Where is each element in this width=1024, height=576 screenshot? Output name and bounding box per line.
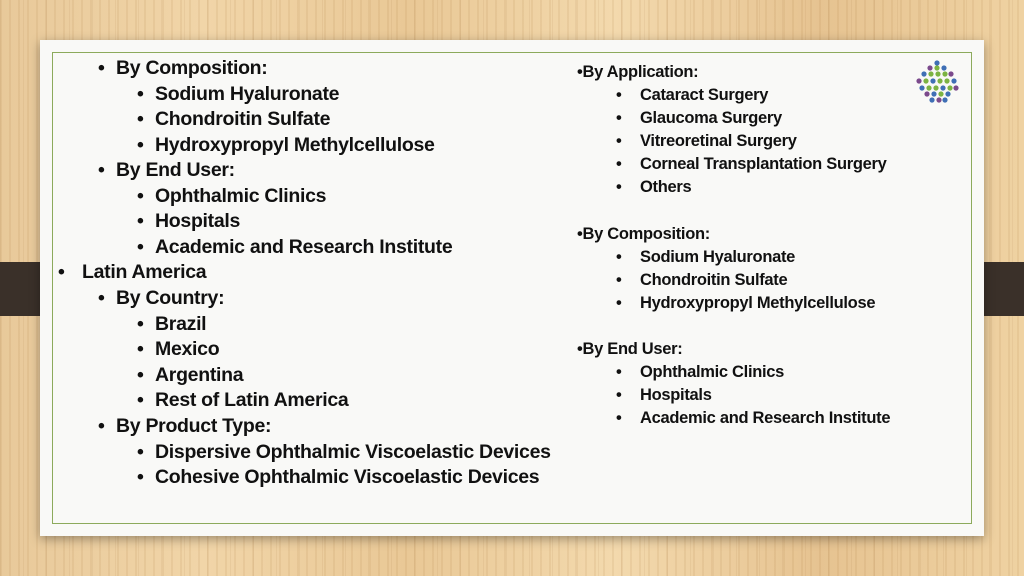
- logo-dots: [916, 60, 958, 102]
- list-item: • Hospitals: [616, 386, 712, 404]
- slide-card: [40, 40, 984, 536]
- left-by-composition-heading: • By Composition:: [98, 57, 268, 79]
- list-item: • Hospitals: [137, 210, 241, 232]
- list-item: • Academic and Research Institute: [137, 236, 453, 258]
- list-item: • Sodium Hyaluronate: [616, 248, 796, 266]
- list-item: • Mexico: [137, 338, 220, 360]
- list-item: • Argentina: [137, 364, 244, 386]
- list-item: • Ophthalmic Clinics: [616, 363, 785, 381]
- list-item: • Sodium Hyaluronate: [137, 83, 340, 105]
- list-item: • Cataract Surgery: [616, 86, 769, 104]
- list-item: • Corneal Transplantation Surgery: [616, 155, 887, 173]
- list-item: • Others: [616, 178, 692, 196]
- right-by-end-user-heading: •By End User:: [577, 340, 683, 358]
- list-item: • Glaucoma Surgery: [616, 109, 782, 127]
- list-item: • Chondroitin Sulfate: [137, 108, 331, 130]
- list-item: • Rest of Latin America: [137, 389, 349, 411]
- right-by-application-heading: •By Application:: [577, 63, 699, 81]
- list-item: • Cohesive Ophthalmic Viscoelastic Devices: [137, 466, 540, 488]
- list-item: • Hydroxypropyl Methylcellulose: [616, 294, 876, 312]
- region-heading: • Latin America: [58, 261, 207, 283]
- list-item: • Vitreoretinal Surgery: [616, 132, 797, 150]
- list-item: • Academic and Research Institute: [616, 409, 891, 427]
- left-by-end-user-heading: • By End User:: [98, 159, 235, 181]
- by-country-heading: • By Country:: [98, 287, 225, 309]
- by-product-type-heading: • By Product Type:: [98, 415, 272, 437]
- company-logo-icon: [914, 60, 960, 106]
- list-item: • Brazil: [137, 313, 207, 335]
- right-by-composition-heading: •By Composition:: [577, 225, 710, 243]
- list-item: • Dispersive Ophthalmic Viscoelastic Devices: [137, 441, 551, 463]
- list-item: • Ophthalmic Clinics: [137, 185, 327, 207]
- list-item: • Hydroxypropyl Methylcellulose: [137, 134, 435, 156]
- list-item: • Chondroitin Sulfate: [616, 271, 788, 289]
